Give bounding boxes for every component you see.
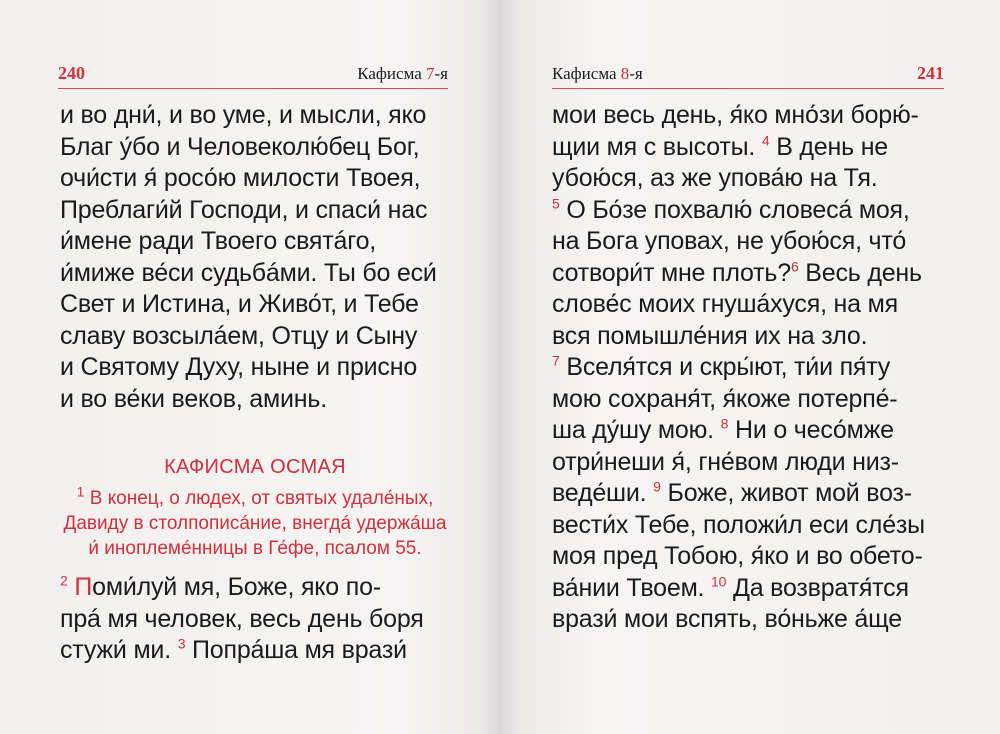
superscription-line [60, 483, 450, 511]
left-running-head [357, 64, 448, 84]
text-segment: сотвори́т мне плоть? [552, 258, 791, 287]
text-line [552, 478, 944, 510]
running-head-prefix: Кафисма [552, 64, 621, 83]
text-line: прá мя человек, весь день боря [60, 604, 424, 633]
verse-number: 2 [60, 572, 68, 589]
text-line [552, 352, 944, 384]
verse-number: 8 [720, 415, 729, 432]
text-line [552, 573, 944, 605]
text-line: моя пред Тобою, я́ко и во обето- [552, 542, 923, 570]
text-line: Благ у́бо и Человеколю́бец Бог, [60, 132, 420, 161]
superscription-line: и́ иноплемéнницы в Ге́фе, псалом 55. [88, 538, 422, 559]
psalm-superscription [60, 483, 450, 561]
left-page-number: 240 [58, 63, 85, 83]
superscription-line: Давиду в столпописáние, внегдá удержáша [63, 513, 447, 534]
text-line: очи́сти я́ росо́ю милости Твоея, [60, 164, 421, 192]
text-line [552, 415, 944, 447]
text-line: убою́ся, аз же упова́ю на Тя. [552, 164, 878, 192]
kathisma-title: КАФИСМА ОСМАЯ [164, 456, 346, 478]
text-line: и́миже ве́си судьбáми. Ты бо еси́ [60, 258, 437, 287]
text-line: отри́неши я́, гне́вом люди низ- [552, 447, 899, 476]
text-segment: ва́нии Твоем. [552, 573, 712, 602]
verse-number: 5 [552, 195, 560, 212]
verse-number: 7 [552, 352, 560, 369]
text-line: и́мене ради Твоего святáго, [60, 227, 377, 255]
verse-number: 1 [76, 483, 85, 500]
psalm-verses-left [60, 572, 450, 667]
text-line: врази́ мои вспять, во́ньже а́ще [552, 605, 902, 633]
red-initial: П [74, 573, 93, 601]
text-line: и Святому Духу, ныне и присно [60, 353, 418, 381]
text-segment: Вселя́тся и скры́ют, ти́и пя́ту [559, 353, 891, 381]
left-running-header [58, 58, 448, 89]
text-segment: О Бо́зе похвалю́ словеса́ моя, [559, 195, 910, 224]
right-page-number: 241 [917, 63, 944, 83]
text-line: Преблаги́й Господи, и спаси́ нас [60, 195, 428, 224]
text-line: на Бога уповах, не убою́ся, что́ [552, 227, 907, 255]
running-head-number: 8 [620, 64, 630, 83]
text-line [552, 195, 944, 227]
running-head-number: 7 [426, 64, 435, 83]
verse-number: 10 [711, 573, 727, 590]
text-line [552, 132, 944, 164]
superscription-text: В конец, о людех, от святых удале́ных, [89, 488, 434, 509]
text-segment: Да возвратя́тся [726, 573, 909, 602]
running-head-suffix: -я [629, 64, 643, 83]
text-segment: Попрáша мя врази́ [185, 636, 407, 664]
text-line: Свет и Истина, и Живо́т, и Тебе [60, 290, 419, 318]
text-segment: ша ду́шу мою. [552, 416, 721, 444]
right-page [500, 0, 1000, 734]
text-line: слове́с моих гнушáхуся, на мя [552, 290, 898, 318]
text-line: вести́х Тебе, положи́л еси сле́зы [552, 510, 925, 539]
verse-number: 6 [790, 258, 799, 275]
running-head-prefix: Кафисма [357, 64, 427, 83]
text-line [552, 258, 944, 290]
right-running-header [552, 58, 944, 89]
right-running-head [552, 64, 643, 84]
text-line: вся помышле́ния их на зло. [552, 321, 868, 350]
text-segment: Весь день [798, 258, 922, 287]
text-segment: Боже, живот мой воз- [660, 479, 912, 507]
verse-number: 4 [761, 132, 770, 149]
text-line [60, 572, 450, 604]
text-line: и во дни́, и во уме, и мысли, яко [60, 101, 427, 129]
psalm-verses-right [552, 100, 944, 636]
verse-number: 3 [177, 635, 186, 652]
text-line: мои весь день, я́ко мно́зи борю́- [552, 101, 919, 129]
text-line [60, 635, 450, 667]
running-head-suffix: -я [434, 64, 448, 83]
text-segment: щии мя с высоты. [552, 132, 762, 161]
text-line: славу возсылáем, Отцу и Сыну [60, 321, 418, 350]
text-segment: В день не [769, 132, 888, 161]
text-line: мою сохраня́т, я́коже потерпе́- [552, 384, 898, 413]
text-segment: оми́луй мя, Боже, яко по- [92, 573, 381, 601]
left-prayer-text [60, 100, 450, 415]
text-segment: веде́ши. [552, 479, 654, 507]
text-segment: стужи́ ми. [60, 636, 178, 664]
text-line: и во ве́ки веков, аминь. [60, 384, 327, 413]
text-segment: Ни о чесо́мже [728, 416, 894, 444]
verse-number: 9 [653, 478, 661, 495]
